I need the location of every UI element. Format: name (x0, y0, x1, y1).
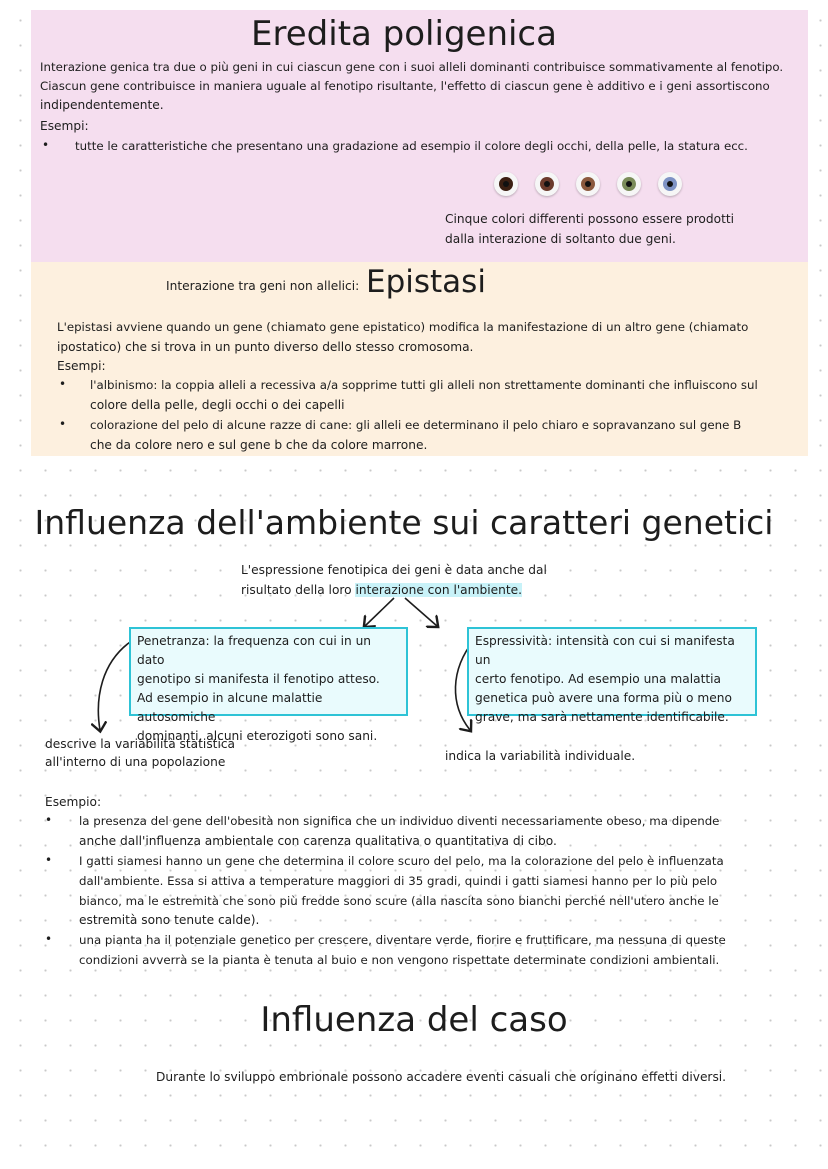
epistasis-title: Epistasi (366, 264, 486, 300)
epistasis-examples-label: Esempi: (57, 359, 106, 373)
penetrance-line-3: Ad esempio in alcune malattie autosomiche (137, 691, 323, 724)
eye-caption-line-2: dalla interazione di soltanto due geni. (445, 232, 676, 246)
chance-text: Durante lo sviluppo embrionale possono accadere eventi casuali che originano effetti diversi. (156, 1070, 727, 1084)
env-example-2-line-4: estremità sono tenute calde). (79, 913, 260, 927)
polygenic-definition-line-3: indipendentemente. (40, 98, 164, 112)
penetrance-box (129, 627, 408, 743)
epistasis-example-2-line-1: colorazione del pelo di alcune razze di cane: gli alleli ee determinano il pelo chiaro e sopravanzano sul gene B (90, 418, 742, 432)
note-right: indica la variabilità individuale. (445, 749, 636, 763)
polygenic-examples-label: Esempi: (40, 119, 89, 133)
epistasis-example-2-line-2: che da colore nero e sul gene b che da colore marrone. (90, 438, 428, 452)
env-example-1-line-2: anche dall'influenza ambientale con carenza qualitativa o quantitativa di cibo. (79, 834, 557, 848)
note-left-line-2: all'interno di una popolazione (45, 755, 226, 769)
env-example-3-line-2: condizioni avverrà se la pianta è tenuta al buio e non vengono rispettate determinate condizioni ambientali. (79, 953, 720, 967)
arrow-to-expressivity (405, 598, 437, 626)
bullet-dot: • (59, 417, 67, 431)
penetrance-line-4: dominanti, alcuni eterozigoti sono sani. (137, 729, 378, 743)
polygenic-definition-line-1: Interazione genica tra due o più geni in cui ciascun gene con i suoi alleli dominanti contribuisce sommativamente al fenotipo. (40, 60, 784, 74)
env-example-3-line-1: una pianta ha il potenziale genetico per crescere, diventare verde, fiorire e fruttificare, ma nessuna di queste (79, 933, 726, 947)
epistasis-definition-line-2: ipostatico) che si trova in un punto diverso dello stesso cromosoma. (57, 340, 474, 354)
env-example-2-line-3: bianco, ma le estremità che sono più fredde sono scure (alla nascita sono bianchi perché nell'utero anche le (79, 894, 719, 908)
bullet-dot: • (42, 138, 50, 152)
penetrance-line-2: genotipo si manifesta il fenotipo atteso. (137, 672, 380, 686)
arrow-to-penetrance (365, 598, 394, 626)
expressivity-line-1: Espressività: intensità con cui si manifesta un (475, 634, 735, 667)
epistasis-subtitle: Interazione tra geni non allelici: (166, 279, 360, 293)
expressivity-line-3: genetica può avere una forma più o meno (475, 691, 732, 705)
env-example-1-line-1: la presenza del gene dell'obesità non significa che un individuo diventi necessariamente obeso, ma dipende (79, 814, 720, 828)
environment-intro-line-1: L'espressione fenotipica dei geni è data anche dal (241, 563, 547, 577)
env-example-2-line-2: dall'ambiente. Essa si attiva a temperature maggiori di 35 gradi, quindi i gatti siamesi hanno per lo più pelo (79, 874, 718, 888)
environment-intro-highlight: interazione con l'ambiente. (355, 583, 523, 597)
environment-title: Influenza dell'ambiente sui caratteri genetici (34, 503, 774, 542)
eye-caption-line-1: Cinque colori differenti possono essere prodotti (445, 212, 735, 226)
polygenic-definition-line-2: Ciascun gene contribuisce in maniera uguale al fenotipo risultante, l'effetto di ciascun gene è additivo e i geni assortiscono (40, 79, 770, 93)
penetrance-line-1: Penetranza: la frequenza con cui in un dato (137, 634, 372, 667)
bullet-dot: • (45, 853, 53, 867)
polygenic-title: Eredita poligenica (251, 14, 557, 54)
epistasis-example-1-line-2: colore della pelle, degli occhi o dei capelli (90, 398, 345, 412)
environment-intro-text: risultato della loro (241, 583, 352, 597)
epistasis-definition-line-1: L'epistasi avviene quando un gene (chiamato gene epistatico) modifica la manifestazione di un altro gene (chiamato (57, 320, 749, 334)
expressivity-line-2: certo fenotipo. Ad esempio una malattia (475, 672, 721, 686)
environment-example-label: Esempio: (45, 795, 102, 809)
bullet-dot: • (59, 377, 67, 391)
expressivity-box (467, 627, 757, 724)
bullet-dot: • (45, 932, 53, 946)
env-example-2-line-1: I gatti siamesi hanno un gene che determina il colore scuro del pelo, ma la colorazione del pelo è influenzata (79, 854, 724, 868)
chance-title: Influenza del caso (260, 1000, 568, 1040)
polygenic-example-1: tutte le caratteristiche che presentano una gradazione ad esempio il colore degli occhi, della pelle, la statura ecc. (75, 139, 748, 153)
epistasis-example-1-line-1: l'albinismo: la coppia alleli a recessiva a/a sopprime tutti gli alleli non strettamente dominanti che influiscono sul (90, 378, 758, 392)
note-left-line-1: descrive la variabilità statistica (45, 737, 236, 751)
bullet-dot: • (45, 813, 53, 827)
expressivity-line-4: grave, ma sarà nettamente identificabile. (475, 710, 729, 724)
